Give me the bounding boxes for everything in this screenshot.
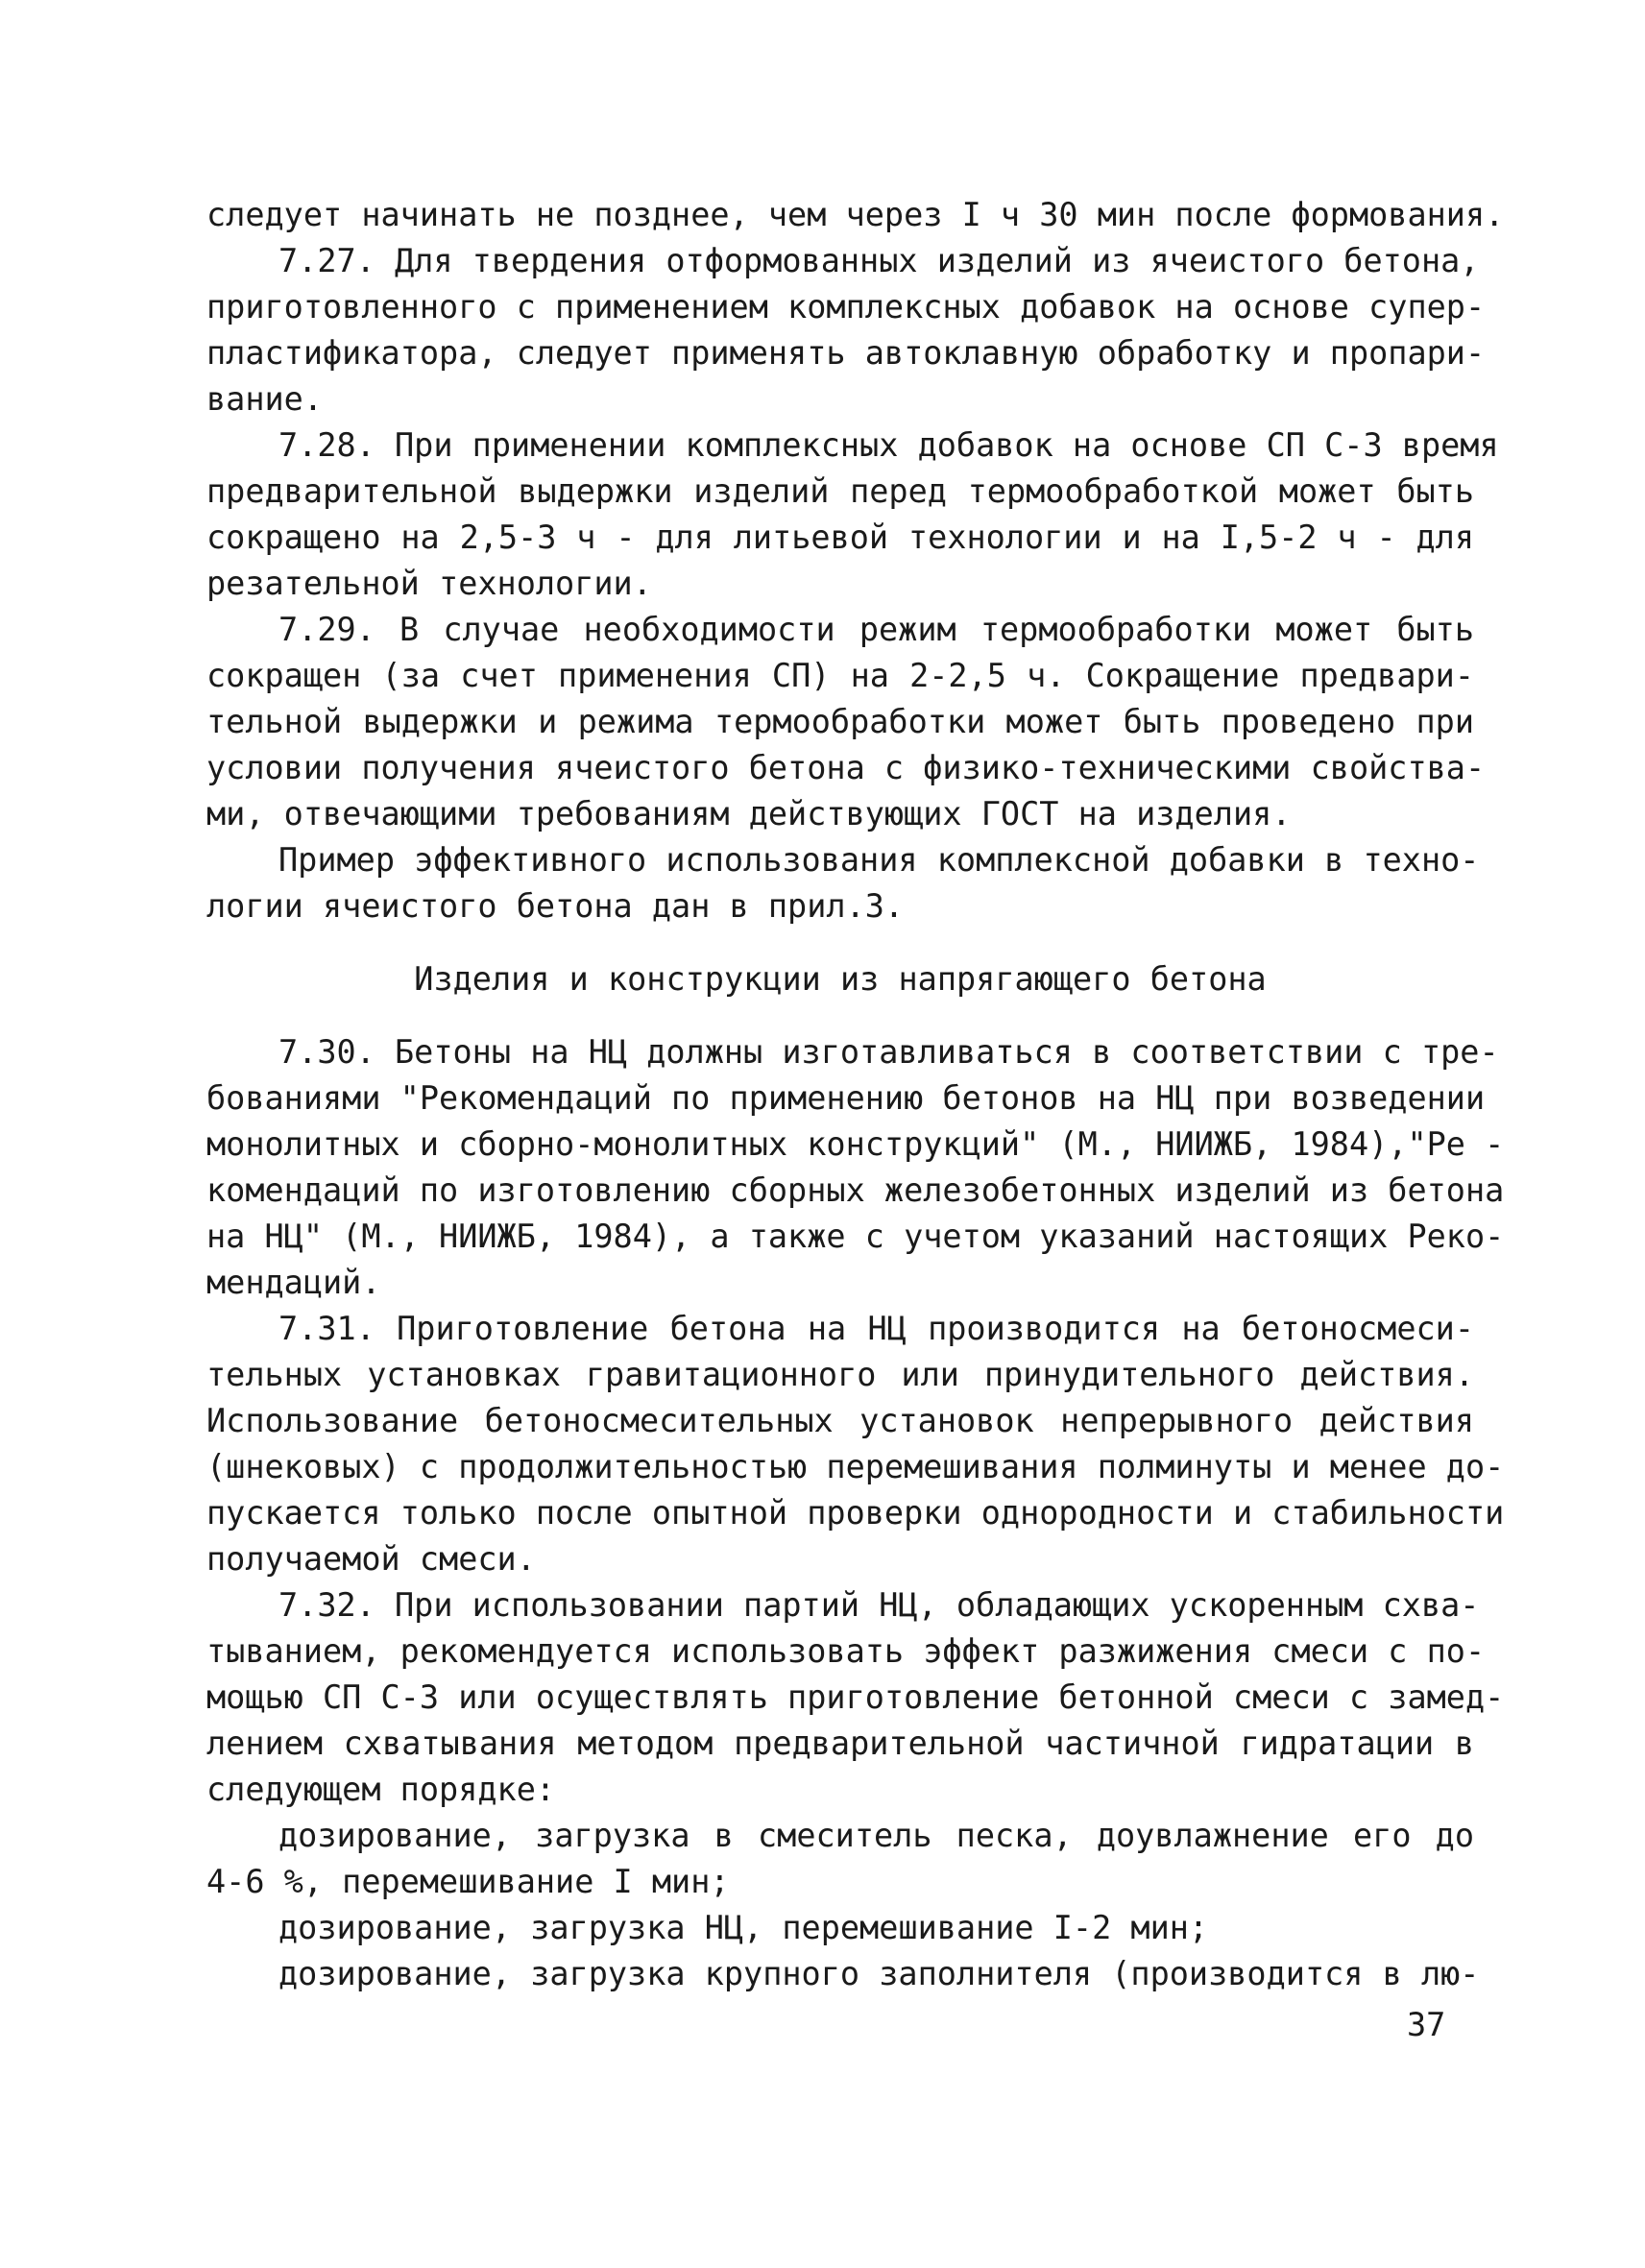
text-line: мендаций. xyxy=(206,1264,381,1301)
text-line: следующем порядке: xyxy=(206,1771,556,1808)
paragraph-7-32-line: 7.32. При использовании партий НЦ, обладающих ускоренным схва- xyxy=(278,1586,1480,1624)
text-line: лением схватывания методом предварительной частичной гидратации в xyxy=(206,1725,1474,1762)
text-line: предварительной выдержки изделий перед термообработкой может быть xyxy=(206,472,1474,510)
text-line: монолитных и сборно-монолитных конструкций" (М., НИИЖБ, 1984),"Ре - xyxy=(206,1125,1505,1163)
text-line: ми, отвечающими требованиям действующих ГОСТ на изделия. xyxy=(206,795,1292,832)
text-line: получаемой смеси. xyxy=(206,1540,536,1578)
example-paragraph-line: Пример эффективного использования комплексной добавки в техно- xyxy=(278,841,1480,879)
text-line: следует начинать не позднее, чем через I ч 30 мин после формования. xyxy=(206,196,1505,233)
text-line: резательной технологии. xyxy=(206,565,652,602)
text-line: условии получения ячеистого бетона с физико-техническими свойства- xyxy=(206,749,1486,786)
paragraph-7-29-line: 7.29. В случае необходимости режим термообработки может быть xyxy=(278,611,1474,648)
paragraph-7-27-line: 7.27. Для твердения отформованных изделий из ячеистого бетона, xyxy=(278,242,1480,279)
paragraph-7-28-line: 7.28. При применении комплексных добавок на основе СП С-3 время xyxy=(278,426,1499,464)
text-line: тельной выдержки и режима термообработки может быть проведено при xyxy=(206,703,1474,740)
list-item-line: дозирование, загрузка крупного заполнителя (производится в лю- xyxy=(278,1955,1480,1992)
list-item-line: дозирование, загрузка НЦ, перемешивание I-2 мин; xyxy=(278,1909,1209,1946)
text-line: приготовленного с применением комплексных добавок на основе супер- xyxy=(206,288,1486,326)
text-line: 4-6 %, перемешивание I мин; xyxy=(206,1863,730,1900)
text-line: (шнековых) с продолжительностью перемешивания полминуты и менее до- xyxy=(206,1448,1505,1485)
text-line: вание. xyxy=(206,380,324,418)
text-line: логии ячеистого бетона дан в прил.3. xyxy=(206,887,905,925)
text-line: мощью СП С-3 или осуществлять приготовление бетонной смеси с замед- xyxy=(206,1678,1505,1716)
document-page xyxy=(206,192,1505,1997)
page-number: 37 xyxy=(1407,2006,1446,2043)
text-line: бованиями "Рекомендаций по применению бетонов на НЦ при возведении xyxy=(206,1079,1486,1117)
list-item-line: дозирование, загрузка в смеситель песка, доувлажнение его до xyxy=(278,1817,1474,1854)
text-line: тыванием, рекомендуется использовать эффект разжижения смеси с по- xyxy=(206,1632,1486,1670)
text-line: Использование бетоносмесительных установок непрерывного действия xyxy=(206,1402,1474,1439)
text-line: на НЦ" (М., НИИЖБ, 1984), а также с учетом указаний настоящих Реко- xyxy=(206,1218,1505,1255)
text-line: сокращено на 2,5-3 ч - для литьевой технологии и на I,5-2 ч - для xyxy=(206,519,1474,556)
text-line: сокращен (за счет применения СП) на 2-2,5 ч. Сокращение предвари- xyxy=(206,657,1474,694)
paragraph-7-30-line: 7.30. Бетоны на НЦ должны изготавливаться в соответствии с тре- xyxy=(278,1033,1499,1071)
text-line: пускается только после опытной проверки однородности и стабильности xyxy=(206,1494,1505,1532)
paragraph-7-31-line: 7.31. Приготовление бетона на НЦ производится на бетоносмеси- xyxy=(278,1310,1474,1347)
text-line: комендаций по изготовлению сборных железобетонных изделий из бетона xyxy=(206,1171,1505,1209)
text-line: пластификатора, следует применять автоклавную обработку и пропари- xyxy=(206,334,1486,372)
section-heading: Изделия и конструкции из напрягающего бетона xyxy=(414,960,1267,998)
text-line: тельных установках гравитационного или принудительного действия. xyxy=(206,1356,1474,1393)
